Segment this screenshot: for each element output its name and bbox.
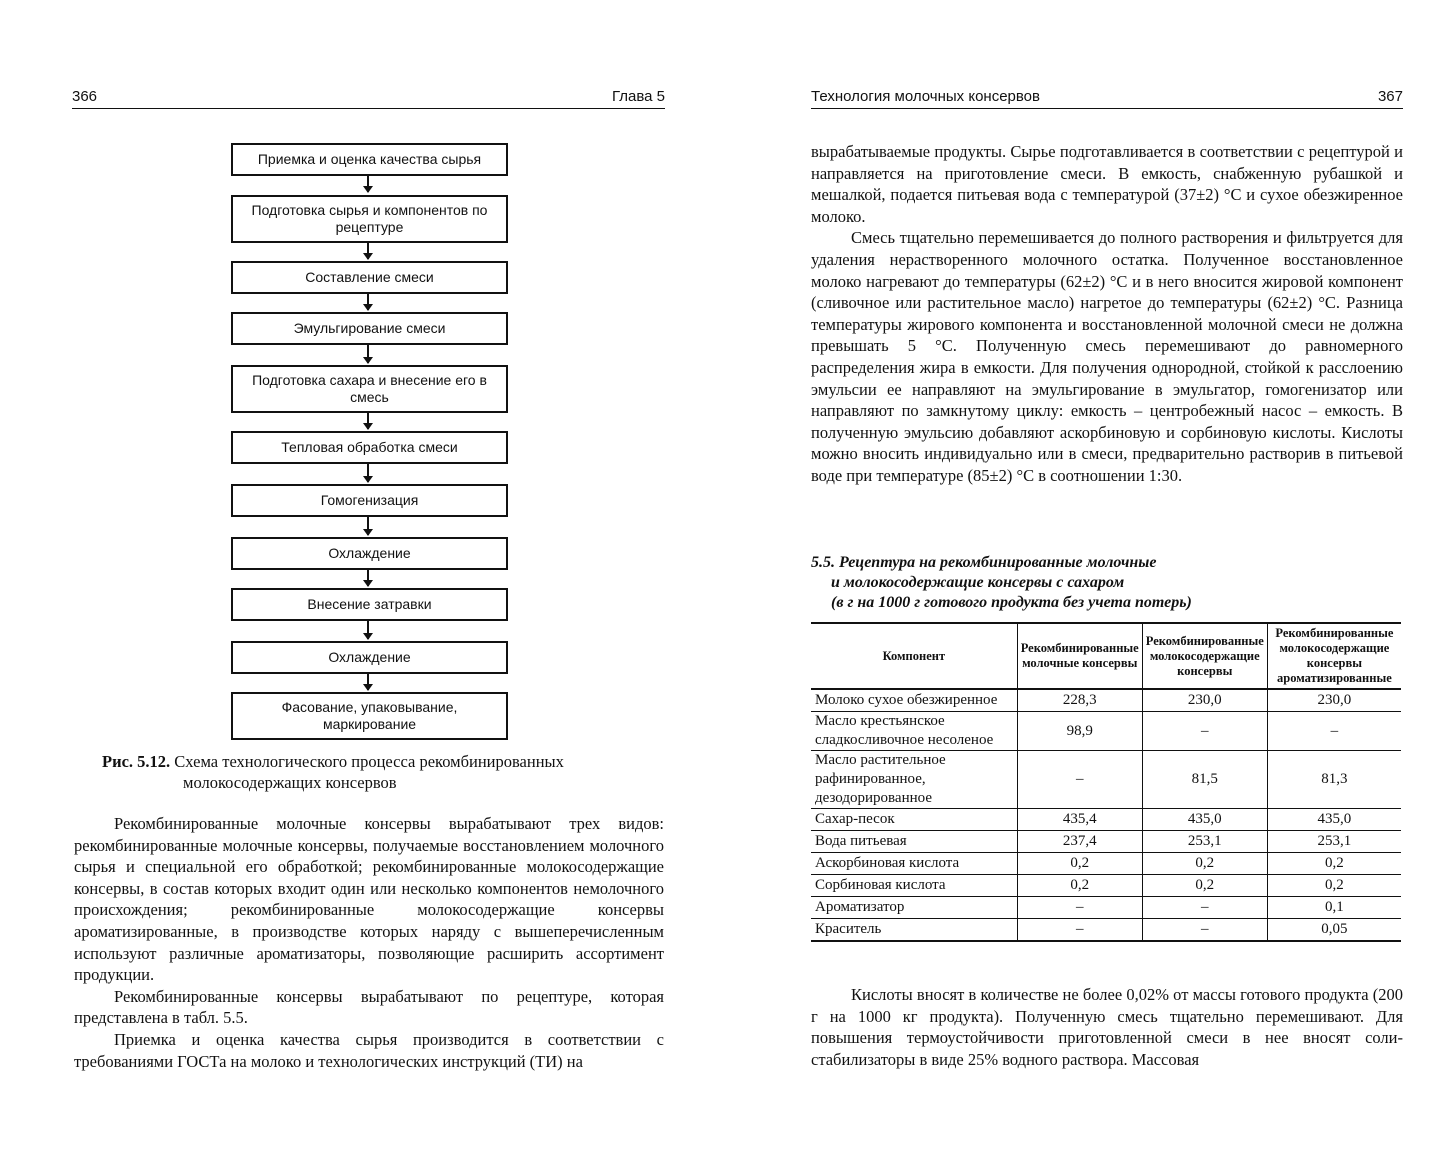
table-row xyxy=(811,853,1401,875)
table-cell: Краситель xyxy=(811,919,1017,942)
body-text xyxy=(811,141,1403,487)
flow-arrow xyxy=(367,568,369,586)
column-header: Компонент xyxy=(811,623,1017,689)
table-cell: 237,4 xyxy=(1017,831,1142,853)
paragraph: Рекомбинированные молочные консервы вырабатывают трех видов: рекомбинированные молочные консервы, получаемые восстановлением молочного сырья и специальной его обработкой; рекомбинированные молокосодержащие консервы, в состав которых входит один или несколько компонентов немолочного происхождения; рекомбинированные молокосодержащие консервы ароматизированные, в производстве которых наряду с вышеперечисленным используют различные ароматизаторы, позволяющие расширить ассортимент продукции. xyxy=(74,814,664,985)
caption-line2: молокосодержащих консервов xyxy=(183,773,397,792)
table-cell: 0,2 xyxy=(1267,875,1401,897)
paragraph: Смесь тщательно перемешивается до полного растворения и фильтруется для удаления нерастворенного молочного остатка. Полученное восстановленное молоко нагревают до температуры (62±2) °С и в него вносится жировой компонент (сливочное или растительное масло) нагретое до температуры (62±2) °С. Разница температуры жирового компонента и восстановленной молочной смеси не должна превышать 5 °С. Полученную смесь перемешивают до равномерного распределения жира в емкости. Для получения однородной, стойкой к расслоению эмульсии ее направляют на эмульгирование в эмульгатор, гомогенизатор или направляют по замкнутому циклу: емкость – центробежный насос – емкость. В полученную эмульсию добавляют аскорбиновую и сорбиновую кислоты. Кислоты можно вносить индивидуально или в смеси, предварительно растворив в питьевой воде при температуре (85±2) °С в соотношении 1:30. xyxy=(811,228,1403,485)
flow-step: Гомогенизация xyxy=(231,484,508,517)
column-header: Рекомбинированные молокосодержащие консервы ароматизированные xyxy=(1267,623,1401,689)
figure-caption xyxy=(102,751,662,793)
flow-step: Фасование, упаковывание, маркирование xyxy=(231,692,508,740)
flow-step: Приемка и оценка качества сырья xyxy=(231,143,508,176)
table-cell: Масло крестьянское сладкосливочное несоленое xyxy=(811,712,1017,751)
table-cell: – xyxy=(1017,751,1142,809)
table-cell: 253,1 xyxy=(1267,831,1401,853)
table-cell: – xyxy=(1142,712,1267,751)
flow-arrow xyxy=(367,174,369,192)
column-header: Рекомбинированные молокосодержащие консервы xyxy=(1142,623,1267,689)
table-cell: Вода питьевая xyxy=(811,831,1017,853)
body-text xyxy=(811,984,1403,1070)
flow-step: Подготовка сырья и компонентов по рецептуре xyxy=(231,195,508,243)
flow-step: Эмульгирование смеси xyxy=(231,312,508,345)
table-title-line: (в г на 1000 г готового продукта без учета потерь) xyxy=(831,594,1192,611)
table-cell: 81,3 xyxy=(1267,751,1401,809)
table-cell: 230,0 xyxy=(1267,689,1401,712)
column-header: Рекомбинированные молочные консервы xyxy=(1017,623,1142,689)
table-cell: 435,0 xyxy=(1142,809,1267,831)
flow-arrow xyxy=(367,411,369,429)
table-cell: Сахар-песок xyxy=(811,809,1017,831)
table-cell: Аскорбиновая кислота xyxy=(811,853,1017,875)
table-row xyxy=(811,897,1401,919)
table-cell: 81,5 xyxy=(1142,751,1267,809)
recipe-table xyxy=(811,622,1401,942)
flow-arrow xyxy=(367,292,369,310)
table-cell: 0,2 xyxy=(1142,853,1267,875)
table-cell: 435,4 xyxy=(1017,809,1142,831)
table-header-row xyxy=(811,623,1401,689)
table-cell: 228,3 xyxy=(1017,689,1142,712)
flow-step: Охлаждение xyxy=(231,537,508,570)
table-cell: 98,9 xyxy=(1017,712,1142,751)
table-row xyxy=(811,875,1401,897)
table-cell: Масло растительное рафинированное, дезодорированное xyxy=(811,751,1017,809)
figure-label: Рис. 5.12. xyxy=(102,752,171,771)
running-head: Технология молочных консервов xyxy=(811,88,1040,105)
caption-line1: Схема технологического процесса рекомбинированных xyxy=(174,752,564,771)
running-header xyxy=(811,88,1403,109)
table-title-line: и молокосодержащие консервы с сахаром xyxy=(831,574,1125,591)
table-cell: – xyxy=(1017,897,1142,919)
flow-step: Охлаждение xyxy=(231,641,508,674)
paragraph: Кислоты вносят в количестве не более 0,02% от массы готового продукта (200 г на 1000 кг продукта). Полученную смесь тщательно перемешивают. Для повышения термоустойчивости приготовленной смеси в нее вносят соли-стабилизаторы в виде 25% водного раствора. Массовая xyxy=(811,985,1403,1069)
table-title-line: 5.5. Рецептура на рекомбинированные молочные xyxy=(811,554,1157,571)
table-cell: – xyxy=(1142,897,1267,919)
table-cell: Молоко сухое обезжиренное xyxy=(811,689,1017,712)
right-page xyxy=(728,0,1456,1156)
table-row xyxy=(811,831,1401,853)
table-cell: – xyxy=(1267,712,1401,751)
flow-step: Составление смеси xyxy=(231,261,508,294)
table-cell: 0,2 xyxy=(1017,853,1142,875)
flow-arrow xyxy=(367,515,369,535)
table-cell: – xyxy=(1017,919,1142,942)
table-cell: Сорбиновая кислота xyxy=(811,875,1017,897)
running-header xyxy=(72,88,665,109)
table-cell: Ароматизатор xyxy=(811,897,1017,919)
table-cell: 435,0 xyxy=(1267,809,1401,831)
table-cell: 0,2 xyxy=(1267,853,1401,875)
flow-step: Тепловая обработка смеси xyxy=(231,431,508,464)
table-row xyxy=(811,689,1401,712)
flow-step: Внесение затравки xyxy=(231,588,508,621)
page-number: 367 xyxy=(1377,88,1403,105)
table-cell: 253,1 xyxy=(1142,831,1267,853)
table-cell: 230,0 xyxy=(1142,689,1267,712)
flow-step: Подготовка сахара и внесение его в смесь xyxy=(231,365,508,413)
flow-arrow xyxy=(367,241,369,259)
table-row xyxy=(811,712,1401,751)
flow-arrow xyxy=(367,462,369,482)
table-row xyxy=(811,919,1401,942)
flow-arrow xyxy=(367,343,369,363)
table-cell: 0,05 xyxy=(1267,919,1401,942)
page-number: 366 xyxy=(72,88,98,105)
paragraph: вырабатываемые продукты. Сырье подготавливается в соответствии с рецептурой и направляется на приготовление смеси. В емкость, снабженную рубашкой и мешалкой, подается питьевая вода с температурой (37±2) °С и сухое обезжиренное молоко. xyxy=(811,142,1403,226)
flow-arrow xyxy=(367,672,369,690)
table-cell: 0,2 xyxy=(1017,875,1142,897)
table-title xyxy=(811,553,1403,613)
table-cell: 0,1 xyxy=(1267,897,1401,919)
running-head: Глава 5 xyxy=(611,88,665,105)
flow-arrow xyxy=(367,619,369,639)
table-cell: 0,2 xyxy=(1142,875,1267,897)
table-row xyxy=(811,809,1401,831)
paragraph: Приемка и оценка качества сырья производится в соответствии с требованиями ГОСТа на молоко и технологических инструкций (ТИ) на xyxy=(74,1029,664,1071)
paragraph: Рекомбинированные консервы вырабатывают по рецептуре, которая представлена в табл. 5.5. xyxy=(74,986,664,1028)
table-cell: – xyxy=(1142,919,1267,942)
table-row xyxy=(811,751,1401,809)
body-text xyxy=(74,813,664,1072)
